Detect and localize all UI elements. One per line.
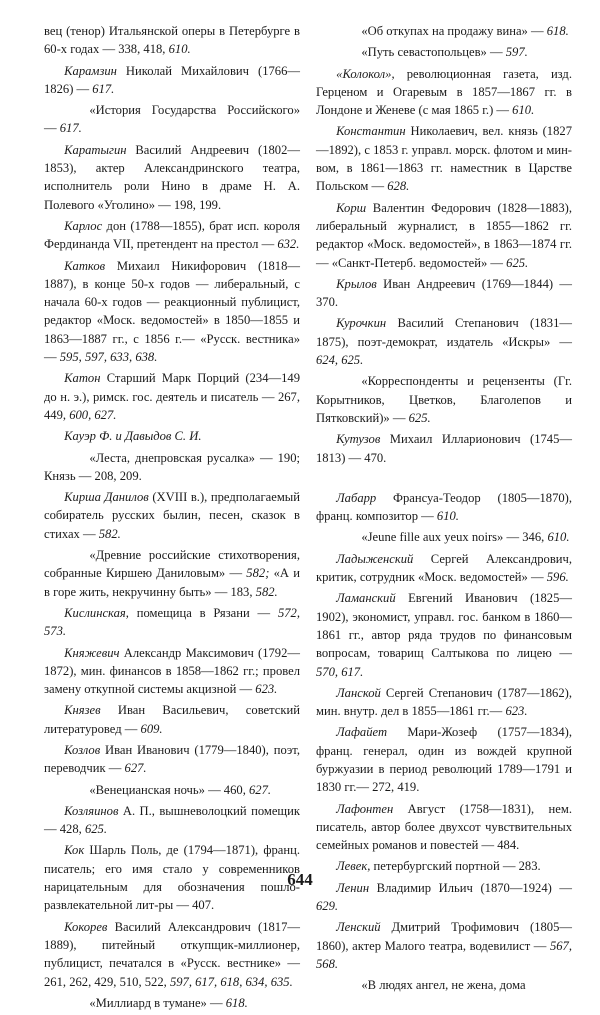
entry-text: Владимир Ильич (1870—1924) — [369,880,572,895]
index-citation [44,449,300,486]
index-citation [44,781,300,799]
italic-text: 617. [92,81,115,96]
entry-text: «Миллиард в тумане» — [89,995,226,1010]
italic-text: Козляинов [64,803,119,818]
entry-text: Старший Марк Порций (234—149 до н. э.), римск. гос. деятель и писатель — 267, 449, [44,371,300,422]
italic-text: 610. [512,103,535,118]
italic-text: Кок [64,843,85,858]
index-entry [316,918,572,973]
entry-text: Иван Андреевич (1769—1844) — 370. [316,276,572,310]
italic-text: 597. [505,45,528,60]
italic-text: Кутузов [336,432,381,447]
italic-text: Катков [64,258,106,273]
index-entry [44,741,300,778]
entry-text: «В людях ангел, не жена, дома [361,978,526,993]
entry-text: «Об откупах на продажу вина» — [361,24,547,38]
italic-text: Кирша Данилов [64,490,149,505]
italic-text: Лафайет [336,725,388,740]
entry-text: Франсуа-Теодор (1805—1870), франц. композитор — [316,490,572,524]
italic-text: 618. [546,24,569,38]
index-entry [44,701,300,738]
entry-text: Василий Степанович (1831—1875), поэт-демократ, издатель «Искры» — [316,316,572,349]
italic-text: Курочкин [336,316,387,331]
index-column-right [316,22,572,998]
entry-text: Николай Михайлович (1766—1826) — [44,63,300,96]
italic-text: Ладыженский [336,551,414,566]
index-entry [316,122,572,195]
italic-text: 572, 573. [44,605,300,639]
index-citation [316,528,572,546]
italic-text: Княжевич [64,645,120,660]
index-entry [316,65,572,120]
entry-text: революционная газета, изд. Герценом и Огаревым в 1857—1867 гг. в Лондоне и Женеве (с мая 1865 г.) — [316,66,572,118]
entry-text: (XVIII в.), предполагаемый собиратель русских былин, песен, сказок в стихах — [44,490,300,541]
entry-text: «История Государства Российского» — [44,103,300,136]
italic-text: 582. [98,526,121,541]
entry-text: «Jeune fille aux yeux noirs» — 346, [361,530,548,545]
italic-text: Катон [64,371,101,386]
index-entry [316,684,572,721]
entry-text: Сергей Александрович, критик, сотрудник «Моск. ведомостей» — [316,551,572,585]
italic-text: 617. [59,121,82,136]
index-entry [44,488,300,543]
italic-text: Каратыгин [64,142,127,157]
index-citation [44,994,300,1012]
italic-text: 632. [277,237,300,252]
entry-text: Евгений Иванович (1825—1902), экономист, управл. гос. банком в 1860—1861 гг., автор ряда трудов по финансовым вопросам, товарищ Салтыкова по лицею — [316,591,572,661]
entry-text: «Путь севастопольцев» — [361,45,506,60]
italic-text: 625. [84,822,107,837]
entry-text: «Корреспонденты и рецензенты (Гг. Корытников, Цветков, Благолепов и Пятковский)» — [316,374,572,425]
italic-text: Кокорев [64,919,108,934]
index-entry [44,427,300,445]
italic-text: 624, 625. [316,353,364,368]
entry-text: «Древние российские стихотворения, собранные Киршею Даниловым» — [44,548,300,581]
italic-text: 610. [547,530,570,545]
italic-text: 609. [140,721,163,736]
index-citation [44,101,300,138]
italic-text: Карлос [64,218,103,233]
index-citation [316,372,572,427]
entry-text: вец (тенор) Итальянской оперы в Петербурге в 60-х годах — 338, 418, [44,24,300,57]
entry-text: Николаевич, вел. князь (1827—1892), с 1853 г. управл. морск. флотом и мин-вом, в 1861—1863 гг. наместник в Царстве Польском — [316,124,572,194]
entry-text: «Леста, днепровская русалка» — 190; Князь — 208, 209. [44,450,300,483]
italic-text: Кислинская, [64,605,129,620]
entry-text: Шарль Поль, де (1794—1871), франц. писатель; его имя стало у современников нарицательным для обозначения пошло-развлекательной лит-ры — 407. [44,843,300,913]
entry-text: Мари-Жозеф (1757—1834), франц. генерал, один из вождей крупной буржуазии в период революций 1789—1791 и 1830 гг.— 272, 419. [316,725,572,795]
italic-text: Ленин [336,880,370,895]
index-entry [316,430,572,467]
index-entry [316,550,572,587]
italic-text: 597, 617, 618, 634, 635. [169,974,293,989]
entry-text: Август (1758—1831), нем. писатель, автор более двухсот чувствительных семейных романов и повестей — 484. [316,801,572,853]
page-number: 644 [287,870,313,889]
index-entry [44,604,300,641]
italic-text: 629. [316,899,339,914]
index-entry [316,489,572,526]
italic-text: 567, 568. [316,938,572,971]
index-column-left [44,22,300,1015]
italic-text: Карамзин [64,63,117,78]
entry-text: Михаил Никифорович (1818—1887), в конце 50-х годов — либеральный, с начала 60-х годов — реакционный публицист, редактор «Моск. ведомостей» в 1850—1855 и 1863—1887 гг., с 1856 г.— «Русск. вестника» — [44,258,300,365]
italic-text: 625. [506,255,529,270]
italic-text: 623. [255,682,278,697]
index-entry [316,800,572,855]
italic-text: Князев [64,703,101,718]
italic-text: «Колокол», [336,66,395,81]
entry-text: Александр Максимович (1792—1872), мин. финансов в 1858—1862 гг.; провел замену откупной системы акцизной — [44,645,300,697]
entry-text: дон (1788—1855), брат исп. короля Фердинанда VII, претендент на престол — [44,218,300,252]
index-citation [316,43,572,61]
entry-text: Иван Васильевич, советский литературовед — [44,703,300,736]
italic-text: 582. [255,584,278,599]
entry-text: Михаил Илларионович (1745—1813) — 470. [316,432,572,465]
italic-text: 618. [225,995,248,1010]
entry-text: «Венецианская ночь» — 460, [89,782,249,797]
entry-text: Дмитрий Трофимович (1805—1860), актер Малого театра, водевилист — [316,920,572,953]
index-entry [44,217,300,254]
italic-text: Ленский [336,920,381,935]
entry-text: А. П., вышневолоцкий помещик — 428, [44,803,300,837]
index-entry [44,22,300,59]
index-entry [44,257,300,367]
italic-text: 600, 627. [69,407,117,422]
index-citation [316,976,572,994]
index-entry [316,314,572,369]
index-entry [44,802,300,839]
italic-text: 628. [387,179,410,194]
italic-text: 625. [408,410,431,425]
index-entry [316,723,572,796]
index-citation [316,22,572,40]
italic-text: 582; [246,566,270,581]
index-entry [316,589,572,680]
italic-text: Крылов [336,276,377,291]
italic-text: 596. [546,570,569,585]
index-entry [44,62,300,99]
italic-text: Константин [336,124,406,139]
entry-text: Сергей Степанович (1787—1862), мин. внутр. дел в 1855—1861 гг.— [316,685,572,719]
index-entry [44,141,300,214]
index-entry [44,918,300,991]
entry-text: помещица в Рязани — [128,605,278,620]
italic-text: Кауэр Ф. и Давыдов С. И. [64,429,202,444]
entry-text: Василий Андреевич (1802—1853), актер Александринского театра, исполнитель роли Нино в драме Н. А. Полевого «Уголино» — 198, 199. [44,142,300,212]
entry-text: Иван Иванович (1779—1840), поэт, переводчик — [44,742,300,776]
italic-text: Козлов [64,742,101,757]
entry-text: Василий Александрович (1817—1889), питейный откупщик-миллионер, публицист, печатался в «Русск. вестнике» — 261, 262, 429, 510, 522, [44,919,300,989]
italic-text: Левек, [336,859,371,874]
entry-text: Валентин Федорович (1828—1883), либеральный журналист, в 1855—1862 гг. редактор «Моск. ведомостей», в 1863—1874 гг.— «Санкт-Петерб. ведомостей» — [316,200,572,270]
italic-text: Лафонтен [336,801,394,816]
entry-text: «А и в горе жить, некручинну быть» — 183, [44,566,300,599]
italic-text: Лабарр [336,490,377,505]
entry-text: петербургский портной — 283. [370,859,541,874]
index-entry [316,199,572,272]
index-entry [316,275,572,312]
index-entry [44,644,300,699]
italic-text: Корш [336,200,367,215]
italic-text: 623. [505,704,528,719]
italic-text: Ламанский [336,591,396,606]
italic-text: 610. [168,42,191,57]
italic-text: 610. [436,509,459,524]
italic-text: 627. [124,761,147,776]
index-entry [44,369,300,424]
italic-text: 595, 597, 633, 638. [59,350,158,365]
italic-text: 627. [249,782,272,797]
italic-text: 570, 617. [316,664,364,679]
italic-text: Ланской [336,685,381,700]
index-citation [44,546,300,601]
